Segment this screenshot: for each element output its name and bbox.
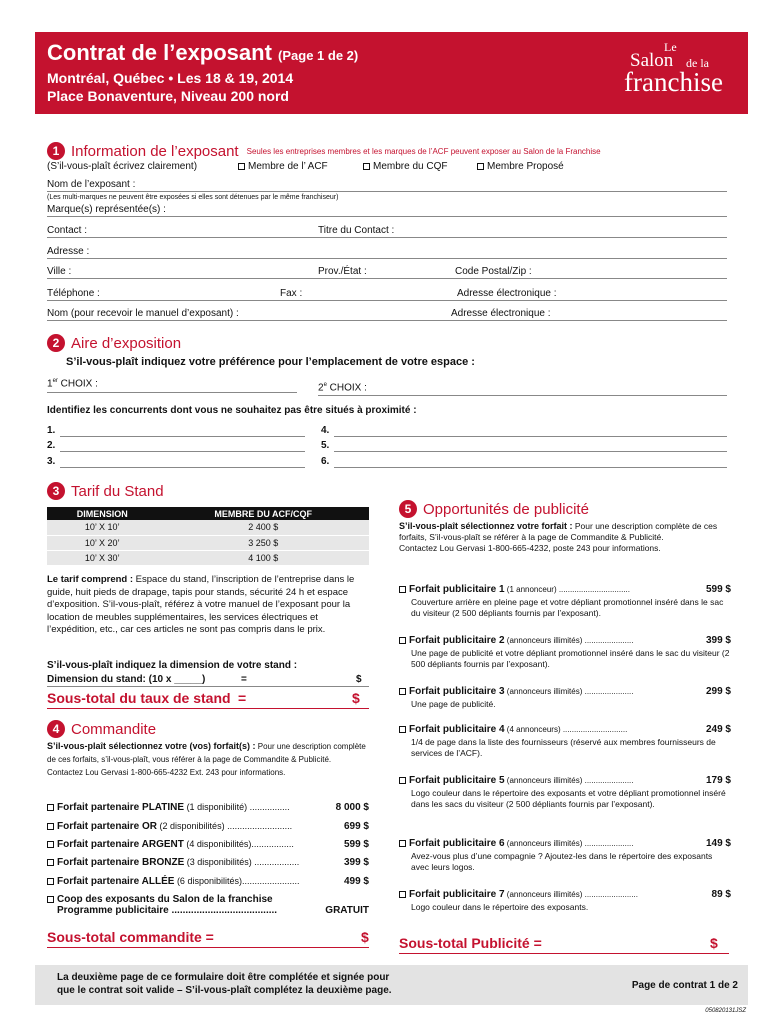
title-page: (Page 1 de 2) — [278, 48, 359, 63]
stand-price-table — [47, 507, 369, 566]
section-5-number: 5 — [399, 500, 417, 518]
first-choice-label — [47, 378, 98, 389]
advertising-subtotal-field[interactable] — [399, 953, 729, 954]
section-3-title — [47, 482, 164, 500]
col-member-price: MEMBRE DU ACF/CQF — [157, 507, 369, 520]
sponsorship-select-text: S’il-vous-plaît sélectionnez votre (vos) forfait(s) : — [47, 741, 256, 751]
sponsor-availability: (1 disponibilité) ................ — [184, 802, 290, 812]
cell-dimension: 10’ X 20’ — [47, 535, 157, 550]
sponsor-item-or[interactable] — [47, 821, 369, 832]
checkbox-icon — [399, 586, 406, 593]
competitor-5-field[interactable] — [334, 451, 727, 452]
checkbox-icon — [399, 637, 406, 644]
logo-salon: Salon — [630, 50, 674, 71]
stand-subtotal-label: Sous-total du taux de stand — [47, 690, 231, 706]
event-dates: Montréal, Québec • Les 18 & 19, 2014 — [47, 70, 294, 86]
address-label: Adresse : — [47, 246, 90, 257]
ad-package-2[interactable] — [399, 635, 731, 670]
second-choice-sup: e — [323, 382, 327, 388]
checkbox-icon — [47, 896, 54, 903]
ad-availability: (annonceurs illimités) ...................... — [504, 687, 634, 696]
stand-subtotal-dollar: $ — [352, 690, 360, 706]
first-choice-field[interactable] — [47, 392, 297, 393]
advertising-instructions — [399, 521, 731, 554]
manual-name-field[interactable] — [47, 320, 727, 321]
option-cqf[interactable] — [363, 161, 447, 172]
sponsorship-subtotal-field[interactable] — [47, 947, 369, 948]
phone-label: Téléphone : — [47, 288, 100, 299]
sponsor-price: 399 $ — [343, 857, 369, 868]
sponsor-name: Forfait partenaire BRONZE — [57, 857, 185, 868]
logo-franchise: franchise — [624, 67, 723, 97]
competitors-text: Identifiez les concurrents dont vous ne souhaitez pas être situés à proximité : — [47, 405, 417, 416]
sponsor-availability: (4 disponibilités)................. — [183, 839, 294, 849]
ad-name: Forfait publicitaire 2 — [409, 635, 505, 646]
competitor-6: 6. — [321, 456, 330, 467]
option-cqf-label: Membre du CQF — [373, 161, 448, 172]
coop-price: GRATUIT — [325, 905, 369, 916]
ad-description: Une page de publicité. — [411, 699, 496, 709]
contract-title — [47, 40, 358, 66]
brands-field[interactable] — [47, 216, 727, 217]
advertising-subtotal-dollar: $ — [710, 935, 718, 951]
ad-availability: (1 annonceur) ................................ — [504, 585, 630, 594]
header-banner — [35, 32, 748, 114]
title-text: Contrat de l’exposant — [47, 40, 272, 65]
sponsor-item-bronze[interactable] — [47, 857, 369, 868]
city-label: Ville : — [47, 266, 72, 277]
section-3-heading: Tarif du Stand — [71, 482, 164, 500]
col-dimension: DIMENSION — [47, 507, 157, 520]
exhibitor-name-label: Nom de l’exposant : — [47, 179, 136, 190]
table-row — [47, 535, 369, 550]
address-field[interactable] — [47, 258, 727, 259]
checkbox-icon — [399, 688, 406, 695]
ad-package-1[interactable] — [399, 584, 731, 619]
competitor-2: 2. — [47, 440, 56, 451]
ad-description: 1/4 de page dans la liste des fournisseurs (réservé aux membres fournisseurs de services de l’ACF). — [411, 737, 716, 758]
sponsor-name: Forfait partenaire PLATINE — [57, 802, 185, 813]
footer-bar — [35, 965, 748, 1005]
ad-price: 249 $ — [705, 724, 731, 735]
checkbox-icon — [399, 726, 406, 733]
option-proposed[interactable] — [477, 161, 564, 172]
coop-line-2: Programme publicitaire ...................................... — [57, 905, 278, 916]
sponsor-name: Forfait partenaire ALLÉE — [57, 876, 175, 887]
option-acf[interactable] — [238, 161, 328, 172]
advertising-select-text: S’il-vous-plaît sélectionnez votre forfait : — [399, 521, 573, 531]
footer-msg-line1: La deuxième page de ce formulaire doit être complétée et signée pour — [57, 972, 390, 983]
ad-package-3[interactable] — [399, 686, 731, 710]
second-choice-num: 2 — [318, 382, 324, 394]
section-5-title — [399, 500, 589, 518]
manual-name-label: Nom (pour recevoir le manuel d’exposant) : — [47, 308, 239, 319]
section-1-heading: Information de l’exposant — [71, 142, 239, 160]
ad-description: Logo couleur dans le répertoire des exposants et votre dépliant promotionnel inséré dans les sacs du visiteur (2 500 dépliants fournis par l’exposant). — [411, 788, 726, 809]
dimension-calc-label: Dimension du stand: (10 x _____) — [47, 674, 206, 685]
table-row — [47, 520, 369, 535]
ad-package-7[interactable] — [399, 889, 731, 913]
sponsorship-subtotal-dollar: $ — [361, 929, 369, 945]
rate-includes-heading: Le tarif comprend : — [47, 574, 134, 585]
option-acf-label: Membre de l’ ACF — [248, 161, 328, 172]
brands-label: Marque(s) représentée(s) : — [47, 204, 166, 215]
contact-field[interactable] — [47, 237, 727, 238]
checkbox-icon — [363, 163, 370, 170]
advertising-subtotal-label: Sous-total Publicité = — [399, 935, 542, 951]
sponsor-item-coop[interactable] — [47, 894, 369, 916]
section-4-title — [47, 720, 156, 738]
competitor-2-field[interactable] — [60, 451, 305, 452]
location-preference-text: S’il-vous-plaît indiquez votre préférence pour l’emplacement de votre espace : — [66, 356, 475, 368]
city-field[interactable] — [47, 278, 727, 279]
competitor-6-field[interactable] — [334, 467, 727, 468]
contact-title-label: Titre du Contact : — [318, 225, 395, 236]
ad-price: 179 $ — [705, 775, 731, 786]
competitor-3: 3. — [47, 456, 56, 467]
sponsorship-select-detail: Pour une description complète de ces forfaits, s’il-vous-plaît, vous référer à la page de Commandite & Publicité. — [47, 742, 366, 764]
second-choice-field[interactable] — [318, 395, 727, 396]
sponsorship-contact: Contactez Lou Gervasi 1-800-665-4232 Ext. 243 pour informations. — [47, 768, 286, 777]
phone-field[interactable] — [47, 300, 727, 301]
ad-price: 399 $ — [705, 635, 731, 646]
ad-availability: (annonceurs illimités) ...................... — [504, 776, 634, 785]
multi-brand-note: (Les multi-marques ne peuvent être exposées si elles sont détenues par le même franchiseur) — [47, 194, 339, 201]
section-2-number: 2 — [47, 334, 65, 352]
sponsorship-instructions — [47, 740, 369, 779]
ad-description: Avez-vous plus d’une compagnie ? Ajoutez-les dans le répertoire des exposants avec leurs logos. — [411, 851, 713, 872]
checkbox-icon — [47, 823, 54, 830]
sponsor-item-platine[interactable] — [47, 802, 369, 813]
checkbox-icon — [47, 878, 54, 885]
province-label: Prov./État : — [318, 266, 367, 277]
checkbox-icon — [477, 163, 484, 170]
ad-name: Forfait publicitaire 1 — [409, 584, 505, 595]
rate-includes-text — [47, 574, 369, 637]
ad-name: Forfait publicitaire 3 — [409, 686, 505, 697]
option-proposed-label: Membre Proposé — [487, 161, 564, 172]
manual-email-label: Adresse électronique : — [451, 308, 551, 319]
dimension-equals: = — [241, 674, 247, 685]
ad-availability: (annonceurs illimités) ........................ — [504, 890, 638, 899]
footer-message — [57, 971, 392, 997]
event-venue: Place Bonaventure, Niveau 200 nord — [47, 88, 289, 104]
ad-description: Couverture arrière en pleine page et votre dépliant promotionnel inséré dans le sac du visiteur (2 500 dépliants fournis par l’exposant). — [411, 597, 724, 618]
sponsor-item-allee[interactable] — [47, 876, 369, 887]
ad-package-5[interactable] — [399, 775, 731, 810]
sponsor-availability: (3 disponibilités) .................. — [184, 857, 300, 867]
second-choice-label — [318, 382, 367, 393]
checkbox-icon — [47, 804, 54, 811]
logo-dela: de la — [686, 56, 709, 70]
indicate-dimension-text: S’il-vous-plaît indiquez la dimension de votre stand : — [47, 660, 298, 671]
section-4-number: 4 — [47, 720, 65, 738]
sponsor-name: Forfait partenaire ARGENT — [57, 839, 184, 850]
stand-subtotal-equals: = — [238, 690, 247, 706]
exhibitor-name-field[interactable] — [47, 191, 727, 192]
competitor-4-field[interactable] — [334, 436, 727, 437]
ad-price: 599 $ — [705, 584, 731, 595]
contact-label: Contact : — [47, 225, 88, 236]
section-1-title — [47, 142, 601, 160]
section-1-number: 1 — [47, 142, 65, 160]
dimension-field[interactable] — [47, 686, 369, 687]
ad-package-6[interactable] — [399, 838, 731, 873]
ad-name: Forfait publicitaire 7 — [409, 889, 505, 900]
table-row — [47, 550, 369, 565]
rate-includes-body: Espace du stand, l’inscription de l’entreprise dans le guide, huit pieds de drapage, tapis pour stands, sécurité 24 h et espace d’exposition. S’il-vous-plaît, référez à votre manuel de l’exposant pour la location de meubles supplémentaires, les services électriques et l’expédition, etc., car ces articles ne sont pas compris dans le prix. — [47, 574, 355, 635]
sponsor-price: 699 $ — [343, 821, 369, 832]
checkbox-icon — [47, 841, 54, 848]
fax-label: Fax : — [280, 288, 303, 299]
logo-le: Le — [664, 40, 677, 54]
document-code: 050820131JSZ — [705, 1008, 746, 1014]
second-choice-text: CHOIX : — [326, 382, 367, 394]
write-clearly-note: (S’il-vous-plaît écrivez clairement) — [47, 161, 198, 172]
competitor-1: 1. — [47, 425, 56, 436]
ad-description: Une page de publicité et votre dépliant promotionnel inséré dans le sac du visiteur (2 500 dépliants fournis par l’exposant). — [411, 648, 730, 669]
first-choice-text: CHOIX : — [57, 378, 98, 390]
competitor-4: 4. — [321, 425, 330, 436]
salon-franchise-logo — [624, 40, 734, 106]
ad-price: 149 $ — [705, 838, 731, 849]
sponsor-item-argent[interactable] — [47, 839, 369, 850]
sponsor-name: Forfait partenaire OR — [57, 821, 158, 832]
competitor-5: 5. — [321, 440, 330, 451]
ad-availability: (annonceurs illimités) ...................... — [504, 839, 634, 848]
ad-description: Logo couleur dans le répertoire des exposants. — [411, 902, 589, 912]
checkbox-icon — [47, 859, 54, 866]
coop-line-1: Coop des exposants du Salon de la franchise — [57, 894, 273, 905]
checkbox-icon — [399, 840, 406, 847]
first-choice-num: 1 — [47, 378, 53, 390]
advertising-select-detail: Pour une description complète de ces forfaits, S’il-vous-plaît se référer à la page de Commandite & Publicité. — [399, 521, 718, 542]
checkbox-icon — [399, 891, 406, 898]
ad-name: Forfait publicitaire 5 — [409, 775, 505, 786]
cell-price: 3 250 $ — [157, 535, 369, 550]
sponsor-price: 499 $ — [343, 876, 369, 887]
section-2-heading: Aire d’exposition — [71, 334, 182, 352]
footer-msg-line2: que le contrat soit valide – S’il-vous-plaît complétez la deuxième page. — [57, 985, 392, 996]
email-label: Adresse électronique : — [457, 288, 557, 299]
cell-dimension: 10’ X 10’ — [47, 520, 157, 535]
sponsor-availability: (6 disponibilités)....................... — [174, 876, 300, 886]
checkbox-icon — [238, 163, 245, 170]
ad-availability: (4 annonceurs) ............................. — [504, 725, 628, 734]
ad-name: Forfait publicitaire 4 — [409, 724, 505, 735]
section-5-heading: Opportunités de publicité — [423, 500, 589, 518]
ad-name: Forfait publicitaire 6 — [409, 838, 505, 849]
cell-price: 4 100 $ — [157, 550, 369, 565]
dimension-dollar: $ — [356, 674, 362, 685]
competitor-1-field[interactable] — [60, 436, 305, 437]
ad-price: 299 $ — [705, 686, 731, 697]
competitor-3-field[interactable] — [60, 467, 305, 468]
sponsor-price: 8 000 $ — [335, 802, 369, 813]
cell-dimension: 10’ X 30’ — [47, 550, 157, 565]
cell-price: 2 400 $ — [157, 520, 369, 535]
ad-package-4[interactable] — [399, 724, 731, 759]
section-4-heading: Commandite — [71, 720, 157, 738]
sponsor-price: 599 $ — [343, 839, 369, 850]
postal-code-label: Code Postal/Zip : — [455, 266, 532, 277]
ad-availability: (annonceurs illimités) ...................... — [504, 636, 634, 645]
footer-page-number: Page de contrat 1 de 2 — [631, 980, 738, 991]
ad-price: 89 $ — [711, 889, 731, 900]
stand-subtotal-field[interactable] — [47, 708, 369, 709]
first-choice-sup: er — [52, 378, 58, 384]
checkbox-icon — [399, 777, 406, 784]
section-1-note: Seules les entreprises membres et les marques de l’ACF peuvent exposer au Salon de la Franchise — [246, 146, 601, 156]
section-3-number: 3 — [47, 482, 65, 500]
advertising-contact: Contactez Lou Gervasi 1-800-665-4232, poste 243 pour informations. — [399, 543, 661, 553]
section-2-title — [47, 334, 181, 352]
sponsor-availability: (2 disponibilités) .......................... — [157, 821, 293, 831]
sponsorship-subtotal-label: Sous-total commandite = — [47, 929, 214, 945]
